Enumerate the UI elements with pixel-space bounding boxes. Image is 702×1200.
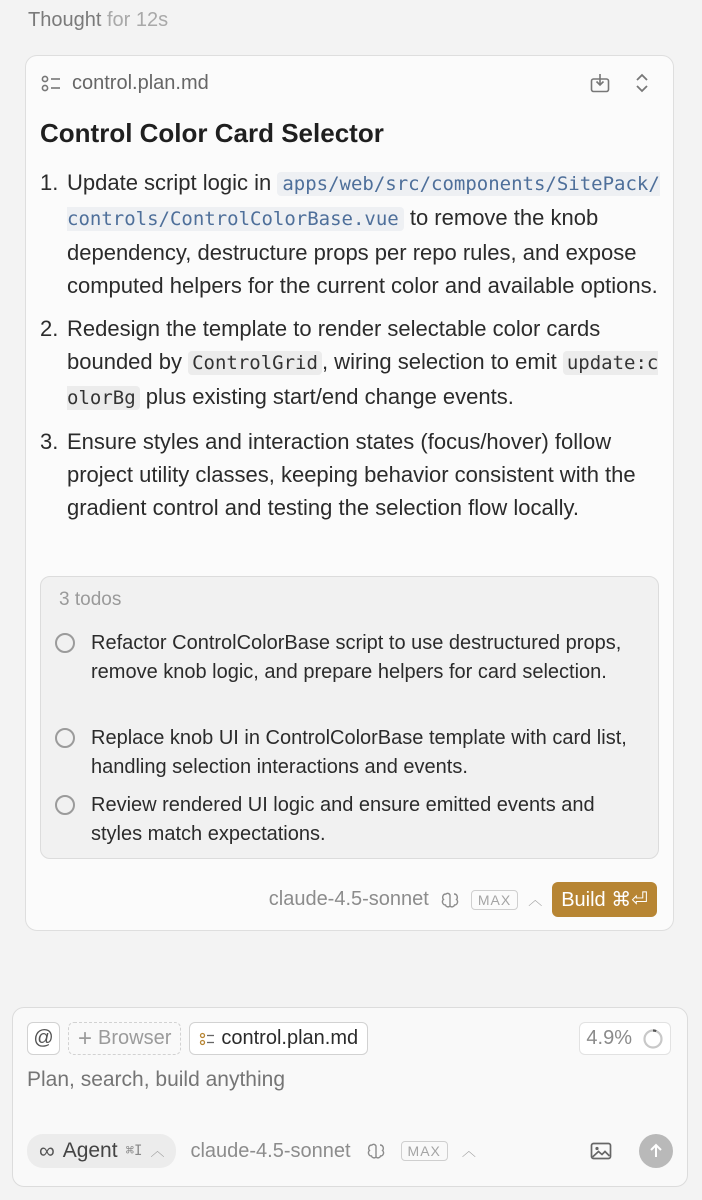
- step-text: plus existing start/end change events.: [139, 384, 514, 409]
- thought-duration: for 12s: [106, 9, 169, 31]
- max-badge: MAX: [471, 890, 518, 910]
- model-selector[interactable]: claude-4.5-sonnet: [268, 888, 429, 910]
- usage-percent: 4.9%: [586, 1027, 632, 1049]
- todo-count: 3 todos: [59, 589, 122, 610]
- at-icon: @: [33, 1027, 54, 1049]
- todo-text: Replace knob UI in ControlColorBase template with card list, handling selection interactions and events.: [91, 727, 627, 778]
- chevron-up-icon[interactable]: ︿: [461, 1143, 476, 1159]
- brain-icon: [439, 889, 461, 911]
- todo-item[interactable]: [55, 629, 645, 687]
- plan-step: [40, 425, 660, 524]
- step-text: Update script logic in: [67, 170, 278, 195]
- agent-shortcut: ⌘I: [125, 1143, 143, 1159]
- agent-mode-selector[interactable]: [27, 1134, 176, 1168]
- todo-list: [40, 576, 659, 859]
- todo-checkbox[interactable]: [55, 633, 75, 653]
- arrow-up-icon: [646, 1141, 666, 1161]
- plan-step: [40, 312, 660, 415]
- file-path-code[interactable]: apps/web/src/components/SitePack/controls/ControlColorBase.vue: [67, 173, 660, 230]
- step-text: to remove the knob dependency, destructure props per repo rules, and expose computed helpers for the current color and available options.: [67, 205, 658, 298]
- todo-text: Review rendered UI logic and ensure emitted events and styles match expectations.: [91, 794, 595, 845]
- save-to-workspace-icon[interactable]: [589, 72, 611, 94]
- todo-checkbox[interactable]: [55, 795, 75, 815]
- plan-card: [25, 55, 674, 931]
- plus-icon: +: [78, 1024, 93, 1052]
- model-selector[interactable]: claude-4.5-sonnet: [190, 1139, 351, 1162]
- inline-code: update:colorBg: [67, 352, 659, 409]
- composer: [12, 1007, 688, 1187]
- plan-file-name[interactable]: control.plan.md: [72, 72, 209, 94]
- todo-checkbox[interactable]: [55, 728, 75, 748]
- step-number: 3.: [40, 429, 59, 454]
- plan-steps: [40, 166, 660, 534]
- checklist-icon: [199, 1031, 215, 1047]
- file-context-chip[interactable]: [189, 1022, 368, 1055]
- file-chip-label: control.plan.md: [221, 1027, 359, 1049]
- build-button[interactable]: Build ⌘⏎: [552, 882, 657, 917]
- composer-actions: [589, 1134, 673, 1168]
- add-browser-chip[interactable]: [68, 1022, 181, 1055]
- checklist-icon: [40, 73, 62, 95]
- plan-title: Control Color Card Selector: [40, 118, 384, 148]
- expand-collapse-icon[interactable]: [631, 72, 653, 94]
- step-text: Ensure styles and interaction states (focus/hover) follow project utility classes, keeping behavior consistent with the gradient control and testing the selection flow locally.: [67, 429, 636, 520]
- todo-item[interactable]: [55, 724, 645, 782]
- step-number: 1.: [40, 170, 59, 195]
- plan-step: [40, 166, 660, 302]
- plan-file-header: [40, 72, 209, 95]
- todo-text: Refactor ControlColorBase script to use destructured props, remove knob logic, and prepare helpers for card selection.: [91, 632, 622, 683]
- chevron-up-icon: ︿: [150, 1143, 165, 1159]
- browser-label: Browser: [98, 1027, 172, 1049]
- image-upload-icon[interactable]: [589, 1139, 613, 1163]
- inline-code: ControlGrid: [188, 351, 322, 375]
- plan-footer: [269, 882, 657, 917]
- max-badge: MAX: [401, 1141, 448, 1161]
- todo-item[interactable]: [55, 791, 645, 849]
- step-number: 2.: [40, 316, 59, 341]
- composer-footer: [27, 1134, 476, 1168]
- context-usage[interactable]: [579, 1022, 671, 1055]
- thought-status[interactable]: [28, 9, 168, 32]
- step-text: Redesign the template to render selectable color cards bounded by: [67, 316, 601, 374]
- step-text: , wiring selection to emit: [321, 349, 563, 374]
- brain-icon: [365, 1140, 387, 1162]
- plan-header-actions: [589, 72, 653, 94]
- agent-label: Agent: [62, 1139, 118, 1162]
- infinity-icon: ∞: [39, 1138, 55, 1163]
- chevron-up-icon[interactable]: ︿: [528, 891, 543, 908]
- context-chips: [27, 1022, 368, 1055]
- prompt-input[interactable]: [27, 1068, 647, 1092]
- send-button[interactable]: [639, 1134, 673, 1168]
- progress-ring-icon: [642, 1028, 664, 1050]
- mention-button[interactable]: [27, 1022, 60, 1055]
- thought-label: Thought: [28, 9, 102, 31]
